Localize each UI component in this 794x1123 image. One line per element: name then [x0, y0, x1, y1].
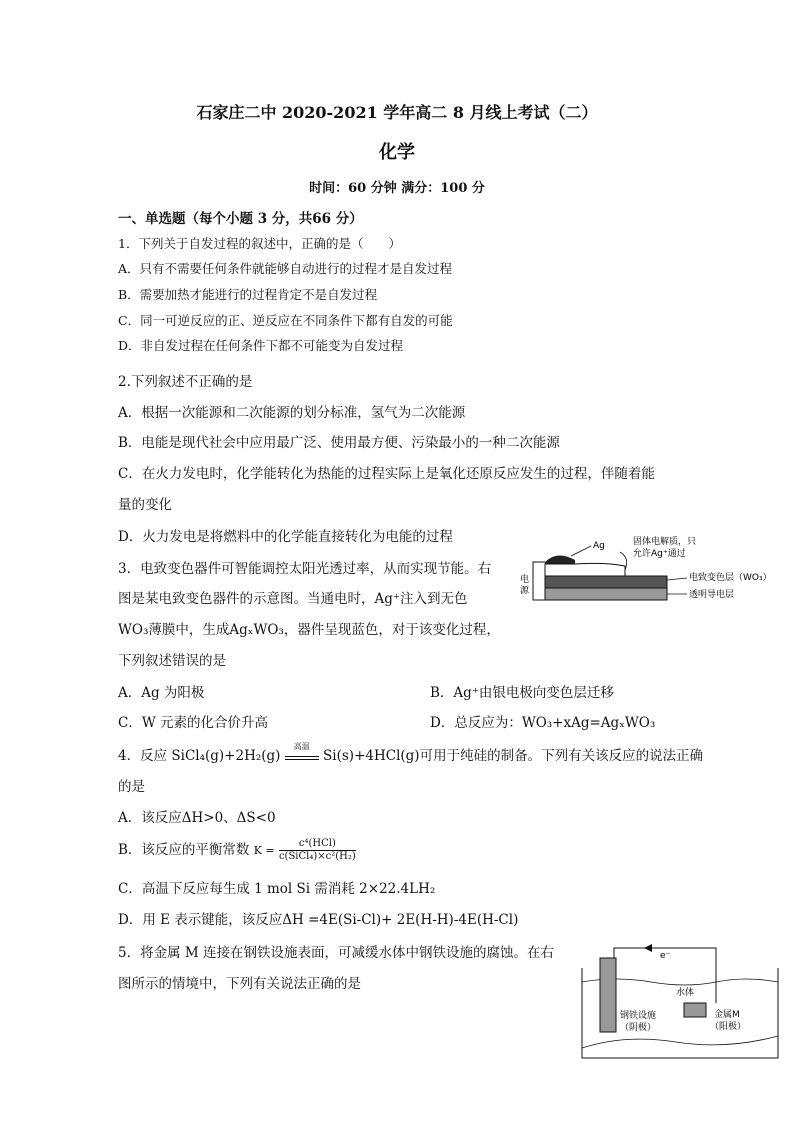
- reaction-arrow: [285, 742, 319, 760]
- metal-label-1: 金属M: [714, 1010, 740, 1020]
- q1-option-c: C．同一可逆反应的正、逆反应在不同条件下都有自发的可能: [118, 313, 453, 328]
- q1-option-d: D．非自发过程在任何条件下都不可能变为自发过程: [118, 338, 404, 353]
- section-heading: 一、单选题（每个小题 3 分，共66 分）: [118, 211, 363, 227]
- metal-label-2: （阳极）: [710, 1022, 747, 1032]
- cathodic-protection-figure: [576, 938, 786, 1063]
- water-label: 水体: [676, 988, 695, 998]
- q3-option-a: A．Ag 为阳极: [118, 685, 205, 701]
- q3-option-b: B．Ag⁺由银电极向变色层迁移: [430, 685, 614, 701]
- reaction-condition: 高温: [293, 742, 310, 751]
- steel-label-1: 钢铁设施: [620, 1011, 657, 1021]
- metal-m-block: [684, 1003, 706, 1017]
- q4-option-a: A．该反应ΔH>0、ΔS<0: [118, 810, 276, 826]
- q3-option-d: D．总反应为：WO₃+xAg=AgₓWO₃: [430, 715, 656, 731]
- steel-facility: [600, 958, 616, 1032]
- q4-stem-line1: [118, 744, 703, 764]
- electrochromic-layer-label: 电致变色层（WO₃）: [689, 573, 772, 583]
- power-label-2: 源: [520, 586, 530, 596]
- conductive-layer-label: 透明导电层: [689, 590, 735, 600]
- q4-stem-pre: 4．反应 SiCl₄(g)+2H₂(g): [118, 748, 281, 764]
- q4-option-c: C．高温下反应每生成 1 mol Si 需消耗 2×22.4LH₂: [118, 881, 436, 897]
- electron-arrow: [644, 944, 652, 952]
- q4-stem-post: Si(s)+4HCl(g)可用于纯硅的制备。下列有关该反应的说法正确: [323, 748, 704, 764]
- equilibrium-k: K =: [253, 844, 275, 857]
- electrolyte-label-1: 固体电解质，只: [633, 537, 697, 547]
- power-label-1: 电: [520, 575, 530, 585]
- exam-title: 石家庄二中 2020-2021 学年高二 8 月线上考试（二）: [196, 103, 598, 122]
- q3-stem-line1: 3．电致变色器件可智能调控太阳光透过率，从而实现节能。右: [118, 561, 492, 577]
- q5-stem-line2: 图所示的情境中，下列有关说法正确的是: [118, 976, 361, 992]
- q2-option-c-line2: 量的变化: [118, 497, 172, 513]
- power-wire: [533, 562, 545, 600]
- q4-option-b-text: B．该反应的平衡常数: [118, 842, 250, 858]
- electrolyte-label-2: 允许Ag⁺通过: [633, 549, 686, 559]
- q1-option-a: A．只有不需要任何条件就能够自动进行的过程才是自发过程: [118, 261, 453, 276]
- electrochromic-device-figure: [515, 530, 790, 610]
- q3-stem-line3: WO₃薄膜中，生成AgₓWO₃，器件呈现蓝色，对于该变化过程，: [118, 622, 500, 638]
- electron-label: e⁻: [660, 951, 671, 961]
- exam-subject: 化学: [379, 142, 415, 163]
- fraction-denominator: c(SiCl₄)×c²(H₂): [278, 851, 356, 862]
- q2-option-a: A．根据一次能源和二次能源的划分标准，氢气为二次能源: [118, 405, 466, 421]
- q2-option-b: B．电能是现代社会中应用最广泛、使用最方便、污染最小的一种二次能源: [118, 435, 560, 451]
- q4-option-b: [118, 838, 356, 863]
- equilibrium-fraction: [279, 838, 356, 863]
- conductive-layer: [545, 588, 667, 600]
- fraction-numerator: c⁴(HCl): [279, 838, 356, 851]
- q5-stem-line1: 5．将金属 M 连接在钢铁设施表面，可减缓水体中钢铁设施的腐蚀。在右: [118, 945, 554, 961]
- q4-option-d: D．用 E 表示键能，该反应ΔH =4E(Si-Cl)+ 2E(H-H)-4E(H-Cl): [118, 912, 519, 928]
- q4-stem-line2: 的是: [118, 779, 145, 795]
- q2-option-c-line1: C．在火力发电时，化学能转化为热能的过程实际上是氧化还原反应发生的过程，伴随着能: [118, 466, 655, 482]
- ag-label: Ag: [593, 541, 605, 551]
- electrochromic-layer: [545, 576, 667, 588]
- q1-option-b: B．需要加热才能进行的过程肯定不是自发过程: [118, 287, 378, 302]
- q3-stem-line4: 下列叙述错误的是: [118, 653, 226, 669]
- q3-option-c: C．W 元素的化合价升高: [118, 715, 268, 731]
- q2-option-d: D．火力发电是将燃料中的化学能直接转化为电能的过程: [118, 529, 453, 545]
- seabed: [582, 1036, 778, 1048]
- electrolyte-layer: [545, 563, 625, 576]
- exam-time-info: 时间：60 分钟 满分：100 分: [309, 181, 485, 196]
- ag-electrode: [545, 555, 575, 564]
- q2-stem: 2.下列叙述不正确的是: [118, 374, 253, 390]
- steel-label-2: （阴极）: [620, 1023, 657, 1033]
- q3-stem-line2: 图是某电致变色器件的示意图。当通电时，Ag⁺注入到无色: [118, 591, 468, 607]
- q1-stem: 1．下列关于自发过程的叙述中，正确的是（ ）: [118, 236, 401, 251]
